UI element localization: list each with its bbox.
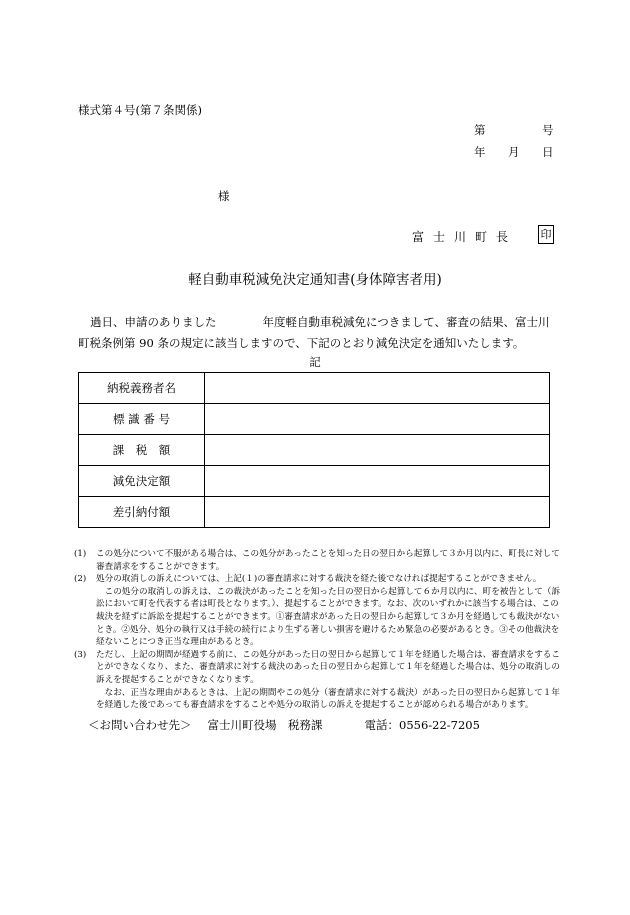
note-item xyxy=(74,649,560,712)
table-row xyxy=(79,497,550,528)
note-paragraph: 処分の取消しの訴えについては、上記(１)の審査請求に対する裁決を経た後でなければ提起することができません。 xyxy=(96,574,542,585)
document-number-prefix: 第 xyxy=(474,123,486,137)
form-label: 様式第４号(第７条関係) xyxy=(78,103,202,117)
body-line-2: 町税条例第 90 条の規定に該当しますので、下記のとおり減免決定を通知いたします。 xyxy=(78,336,525,350)
note-number: (3) xyxy=(74,649,87,660)
row-value[interactable] xyxy=(205,497,550,528)
contact-office: 富士川町役場 税務課 xyxy=(207,718,323,732)
date-day: 日 xyxy=(542,145,554,159)
date-year: 年 xyxy=(474,145,486,159)
contact-info xyxy=(88,717,480,733)
details-table xyxy=(78,372,550,528)
row-label: 課 税 額 xyxy=(79,435,205,466)
contact-label: ＜お問い合わせ先＞ xyxy=(88,718,192,732)
row-value[interactable] xyxy=(205,404,550,435)
row-label: 納税義務者名 xyxy=(79,373,205,404)
note-number: (2) xyxy=(74,574,87,585)
note-paragraph: なお、正当な理由があるときは、上記の期間やこの処分（審査請求に対する裁決）があった日の翌日から起算して１年を経過した後であっても審査請求をすることや処分の取消しの訴えを提起することが認められる場合があります。 xyxy=(96,687,560,711)
table-row xyxy=(79,435,550,466)
table-row xyxy=(79,373,550,404)
document-date xyxy=(470,144,560,160)
note-paragraph: ただし、上記の期間が経過する前に、この処分があった日の翌日から起算して１年を経過した場合は、審査請求をすることができなくなり、また、審査請求に対する裁決のあった日の翌日から起算して１年を経過した場合は、処分の取消しの訴えを提起することができなくなります。 xyxy=(96,649,560,685)
date-month: 月 xyxy=(508,145,520,159)
row-value[interactable] xyxy=(205,373,550,404)
note-number: (1) xyxy=(74,549,87,559)
note-paragraph: この処分の取消しの訴えは、この裁決があったことを知った日の翌日から起算して６か月以内に、町を被告として（訴訟において町を代表する者は町長となります。）、提起することができます。なお、次のいずれかに該当する場合は、この裁決を経ずに訴訟を提起することができます。①審査請求があった日の翌日から起算して３か月を経過しても裁決がないとき。②処分、処分の執行又は手続の続行により生ずる著しい損害を避けるため緊急の必要があるとき。③その他裁決を経ないことにつき正当な理由があるとき。 xyxy=(96,586,560,648)
row-value[interactable] xyxy=(205,466,550,497)
ki-heading: 記 xyxy=(309,355,321,369)
row-value[interactable] xyxy=(205,435,550,466)
table-row xyxy=(79,466,550,497)
body-text xyxy=(78,312,558,354)
issuer-name: 富士川町長 xyxy=(412,230,518,244)
note-item xyxy=(74,548,560,573)
addressee-suffix: 様 xyxy=(218,189,230,203)
note-item xyxy=(74,573,560,649)
seal-mark: 印 xyxy=(538,225,554,244)
document-number-suffix: 号 xyxy=(542,123,554,137)
body-line-1: 過日、申請のありました 年度軽自動車税減免につきまして、審査の結果、富士川 xyxy=(90,315,550,329)
row-label: 差引納付額 xyxy=(79,497,205,528)
notes-section xyxy=(74,548,560,712)
row-label: 標 識 番 号 xyxy=(79,404,205,435)
document-title: 軽自動車税減免決定通知書(身体障害者用) xyxy=(188,272,442,288)
note-paragraph: この処分について不服がある場合は、この処分があったことを知った日の翌日から起算して３か月以内に、町長に対して審査請求をすることができます。 xyxy=(96,549,560,572)
row-label: 減免決定額 xyxy=(79,466,205,497)
contact-phone: 電話：0556-22-7205 xyxy=(364,718,480,732)
table-row xyxy=(79,404,550,435)
